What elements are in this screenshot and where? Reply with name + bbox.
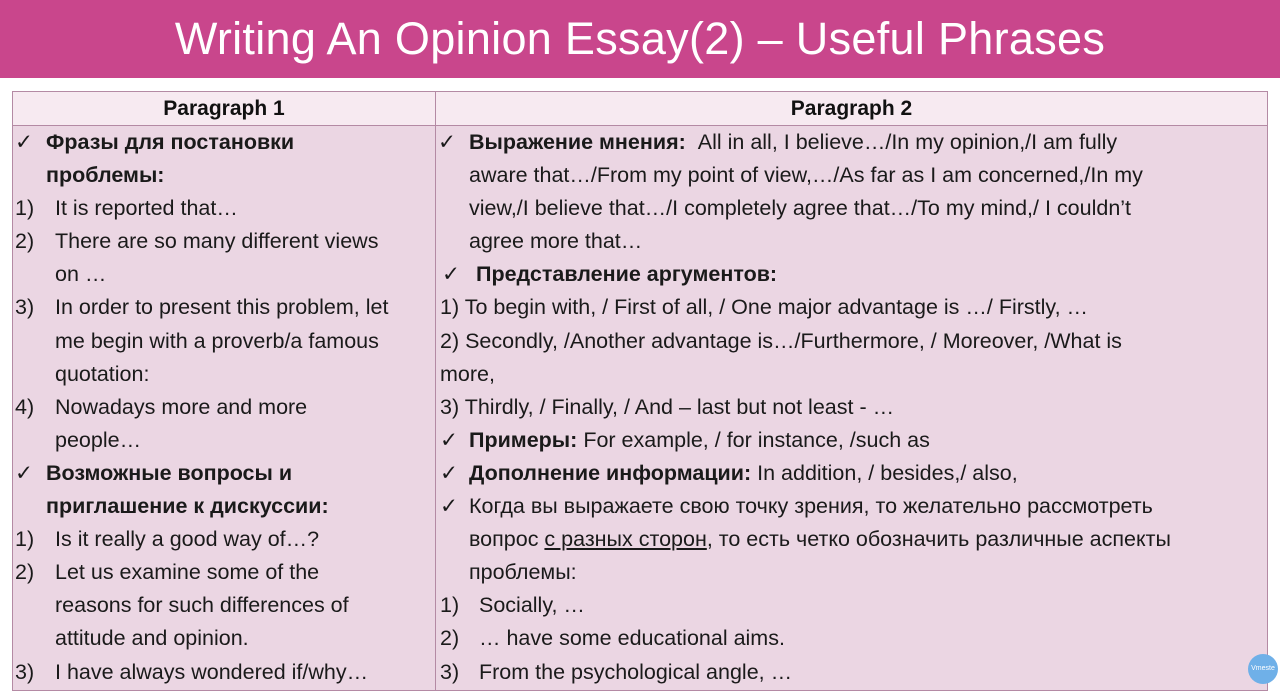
group-title-line: [15, 126, 433, 159]
list-number: 2): [15, 560, 35, 585]
paragraph-1-column: [15, 126, 433, 689]
list-item-continued: [15, 358, 433, 391]
list-item: [15, 656, 433, 689]
group-title-line: [15, 490, 433, 523]
list-text: In order to present this problem, let: [55, 295, 389, 320]
examples-line: [438, 424, 1264, 457]
phrase-text: Когда вы выражаете свою точку зрения, то желательно рассмотреть: [469, 494, 1153, 519]
list-number: 1): [15, 527, 35, 552]
list-number: 3): [15, 295, 35, 320]
list-item: [15, 391, 433, 424]
list-item: [15, 225, 433, 258]
viewpoint-line: [438, 556, 1264, 589]
list-number: 3): [440, 659, 460, 684]
phrases-table: [12, 91, 1268, 691]
check-icon: ✓: [15, 460, 34, 485]
phrase-text: agree more that…: [469, 229, 643, 254]
list-item-continued: [15, 424, 433, 457]
list-text: I have always wondered if/why…: [55, 659, 369, 684]
phrase-text: All in all, I believe…/In my opinion,/I am fully: [697, 130, 1118, 154]
argument-line: [438, 358, 1264, 391]
argument-line: [438, 391, 1264, 424]
list-text: Socially, …: [479, 593, 585, 618]
list-text: reasons for such differences of: [55, 593, 349, 618]
group-title: Примеры:: [469, 427, 578, 452]
page-title: Writing An Opinion Essay(2) – Useful Phrases: [0, 0, 1280, 78]
table-header-row: [13, 92, 1267, 126]
group-title: Фразы для постановки: [46, 130, 295, 154]
list-item: [438, 589, 1264, 622]
list-text: me begin with a proverb/a famous: [55, 328, 379, 353]
argument-line: [438, 291, 1264, 324]
list-number: 3): [15, 659, 35, 684]
list-text: Let us examine some of the: [55, 560, 320, 585]
group-title-line: [15, 159, 433, 192]
group-title: Дополнение информации:: [469, 460, 752, 485]
phrase-text: view,/I believe that…/I completely agree that…/To my mind,/ I couldn’t: [469, 196, 1132, 221]
group-title: Возможные вопросы и: [46, 460, 293, 485]
list-number: 2): [440, 626, 460, 651]
column-divider: [435, 92, 436, 690]
phrase-text: вопрос: [469, 527, 545, 552]
check-icon: ✓: [15, 130, 34, 154]
list-item-continued: [15, 589, 433, 622]
check-icon: ✓: [440, 427, 459, 452]
check-icon: ✓: [442, 262, 461, 287]
phrase-text: 2) Secondly, /Another advantage is…/Furthermore, / Moreover, /What is: [440, 328, 1122, 353]
list-text: From the psychological angle, …: [479, 659, 793, 684]
viewpoint-line: [438, 490, 1264, 523]
list-item: [15, 556, 433, 589]
argument-line: [438, 325, 1264, 358]
group-title: проблемы:: [46, 163, 165, 188]
list-text: … have some educational aims.: [479, 626, 785, 651]
opinion-line: [438, 225, 1264, 258]
group-title: Выражение мнения:: [469, 130, 686, 154]
list-item: [15, 291, 433, 324]
list-text: There are so many different views: [55, 229, 379, 254]
phrase-text: For example, / for instance, /such as: [583, 427, 930, 452]
list-item: [15, 192, 433, 225]
list-number: 1): [15, 196, 35, 221]
list-number: 4): [15, 394, 35, 419]
list-text: Nowadays more and more: [55, 394, 308, 419]
list-text: Is it really a good way of…?: [55, 527, 320, 552]
list-item: [438, 622, 1264, 655]
underlined-phrase: с разных сторон: [544, 527, 707, 552]
phrase-text: , то есть четко обозначить различные аспекты: [706, 527, 1171, 552]
header-paragraph-2: Paragraph 2: [790, 97, 913, 120]
group-title: Представление аргументов:: [476, 262, 778, 287]
addition-line: [438, 457, 1264, 490]
group-title-line: [438, 258, 1264, 291]
header-paragraph-1: Paragraph 1: [163, 97, 285, 120]
phrase-text: 3) Thirdly, / Finally, / And – last but not least - …: [440, 394, 895, 419]
list-item-continued: [15, 258, 433, 291]
opinion-line: [438, 192, 1264, 225]
list-item: [438, 656, 1264, 689]
list-item: [15, 523, 433, 556]
list-text: quotation:: [55, 361, 150, 386]
phrase-text: In addition, / besides,/ also,: [757, 460, 1018, 485]
list-number: 2): [15, 229, 35, 254]
opinion-line: [438, 126, 1264, 159]
group-title-line: [15, 457, 433, 490]
list-text: people…: [55, 427, 142, 452]
phrase-text: проблемы:: [469, 560, 577, 585]
opinion-line: [438, 159, 1264, 192]
list-text: attitude and opinion.: [55, 626, 249, 651]
phrase-text: more,: [440, 361, 495, 386]
paragraph-2-column: [438, 126, 1264, 689]
check-icon: ✓: [438, 130, 457, 154]
phrase-text: 1) To begin with, / First of all, / One major advantage is …/ Firstly, …: [440, 295, 1089, 320]
group-title: приглашение к дискуссии:: [46, 494, 329, 519]
viewpoint-line: [438, 523, 1264, 556]
list-number: 1): [440, 593, 460, 618]
check-icon: ✓: [440, 494, 459, 519]
check-icon: ✓: [440, 460, 459, 485]
vmeste-logo-icon: Vmeste: [1248, 654, 1278, 684]
list-item-continued: [15, 622, 433, 655]
list-text: It is reported that…: [55, 196, 238, 221]
list-item-continued: [15, 325, 433, 358]
list-text: on …: [55, 262, 107, 287]
phrase-text: aware that…/From my point of view,…/As far as I am concerned,/In my: [469, 163, 1143, 188]
